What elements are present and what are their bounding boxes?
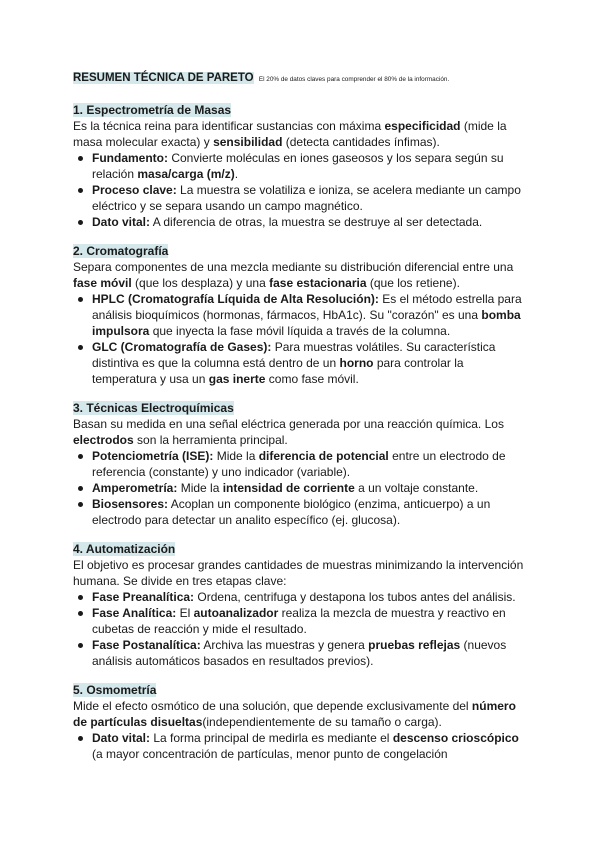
section-heading — [73, 682, 530, 698]
text-run: (mide la masa molecular exacta) y — [73, 119, 507, 149]
text-run: A diferencia de otras, la muestra se destruye al ser detectada. — [150, 215, 483, 229]
title-subtitle: El 20% de datos claves para comprender el 80% de la información. — [258, 76, 450, 83]
text-run: (a mayor concentración de partículas, menor punto de congelación — [92, 747, 448, 761]
section-heading-text: 4. Automatización — [73, 542, 176, 556]
bold-term: número de partículas disueltas — [73, 699, 516, 729]
bold-term: fase estacionaria — [269, 276, 367, 290]
section-heading-text: 3. Técnicas Electroquímicas — [73, 401, 234, 415]
bold-term: Fundamento: — [92, 151, 168, 165]
bold-term: Biosensores: — [92, 497, 169, 511]
text-run: (independientemente de su tamaño o carga). — [202, 715, 442, 729]
bullet-list — [73, 150, 530, 230]
bullet-list — [73, 448, 530, 528]
section-intro — [73, 259, 530, 291]
section-heading-text: 1. Espectrometría de Masas — [73, 103, 232, 117]
section-heading — [73, 541, 530, 557]
bold-term: sensibilidad — [213, 135, 283, 149]
bullet-item — [73, 291, 530, 339]
bold-term: Fase Postanalítica: — [92, 638, 201, 652]
section — [73, 400, 530, 528]
text-run: a un voltaje constante. — [354, 481, 479, 495]
section-heading — [73, 102, 530, 118]
bold-term: bomba impulsora — [92, 308, 521, 338]
text-run: Convierte moléculas en iones gaseosos y los separa según su relación — [92, 151, 504, 181]
text-run: Para muestras volátiles. Su característica distintiva es que la columna está dentro de un — [92, 340, 496, 370]
text-run: realiza la mezcla de muestra y reactivo en cubetas de reacción y mide el resultado. — [92, 606, 506, 636]
document-title — [73, 70, 530, 88]
bullet-list — [73, 730, 530, 762]
bold-term: masa/carga (m/z) — [137, 167, 235, 181]
text-run: La muestra se volatiliza e ioniza, se acelera mediante un campo eléctrico y se separa usando un campo magnético. — [92, 183, 521, 213]
bold-term: intensidad de corriente — [222, 481, 355, 495]
text-run: (que los retiene). — [366, 276, 460, 290]
bold-term: electrodos — [73, 433, 134, 447]
bold-term: Fase Preanalítica: — [92, 590, 195, 604]
section-intro — [73, 416, 530, 448]
section — [73, 682, 530, 762]
sections-container — [73, 102, 530, 762]
bold-term: pruebas reflejas — [368, 638, 461, 652]
text-run: La forma principal de medirla es mediante el — [150, 731, 393, 745]
bullet-item — [73, 637, 530, 669]
bold-term: Dato vital: — [92, 731, 151, 745]
section-intro — [73, 118, 530, 150]
text-run: Mide la — [177, 481, 223, 495]
text-run: . — [234, 167, 239, 181]
text-run: que inyecta la fase móvil líquida a través de la columna. — [149, 324, 451, 338]
section-heading — [73, 400, 530, 416]
text-run: Mide el efecto osmótico de una solución, que depende exclusivamente del — [73, 699, 472, 713]
section-intro — [73, 698, 530, 730]
section — [73, 102, 530, 230]
text-run: Mide la — [213, 449, 259, 463]
bullet-list — [73, 291, 530, 387]
title-main: RESUMEN TÉCNICA DE PARETO — [73, 72, 254, 84]
bold-term: Potenciometría (ISE): — [92, 449, 214, 463]
bullet-item — [73, 730, 530, 762]
text-run: son la herramienta principal. — [133, 433, 288, 447]
section-heading — [73, 243, 530, 259]
section-intro — [73, 557, 530, 589]
bold-term: gas inerte — [208, 372, 266, 386]
section — [73, 541, 530, 669]
bullet-item — [73, 339, 530, 387]
bullet-list — [73, 589, 530, 669]
text-run: (que los desplaza) y una — [131, 276, 270, 290]
text-run: (detecta cantidades ínfimas). — [282, 135, 440, 149]
bold-term: Amperometría: — [92, 481, 178, 495]
text-run: El objetivo es procesar grandes cantidades de muestras minimizando la intervención humana. Se divide en tres etapas clave: — [73, 558, 524, 588]
bold-term: autoanalizador — [193, 606, 279, 620]
bullet-item — [73, 480, 530, 496]
bold-term: especificidad — [384, 119, 461, 133]
text-run: (nuevos análisis automáticos basados en resultados previos). — [92, 638, 507, 668]
bold-term: Fase Analítica: — [92, 606, 177, 620]
text-run: Basan su medida en una señal eléctrica generada por una reacción química. Los — [73, 417, 504, 431]
bullet-item — [73, 496, 530, 528]
bold-term: GLC (Cromatografía de Gases): — [92, 340, 272, 354]
bold-term: descenso crioscópico — [392, 731, 519, 745]
bold-term: Dato vital: — [92, 215, 151, 229]
bold-term: HPLC (Cromatografía Líquida de Alta Resolución): — [92, 292, 379, 306]
bullet-item — [73, 214, 530, 230]
section-heading-text: 5. Osmometría — [73, 683, 157, 697]
bold-term: fase móvil — [73, 276, 132, 290]
bold-term: horno — [339, 356, 374, 370]
text-run: El — [176, 606, 194, 620]
bullet-item — [73, 448, 530, 480]
text-run: Es la técnica reina para identificar sustancias con máxima — [73, 119, 385, 133]
section-heading-text: 2. Cromatografía — [73, 244, 169, 258]
bullet-item — [73, 182, 530, 214]
text-run: entre un electrodo de referencia (constante) y uno indicador (variable). — [92, 449, 506, 479]
bold-term: diferencia de potencial — [258, 449, 389, 463]
text-run: Archiva las muestras y genera — [200, 638, 369, 652]
text-run: Separa componentes de una mezcla mediante su distribución diferencial entre una — [73, 260, 514, 274]
text-run: como fase móvil. — [265, 372, 359, 386]
bold-term: Proceso clave: — [92, 183, 177, 197]
text-run: Ordena, centrifuga y destapona los tubos antes del análisis. — [194, 590, 516, 604]
text-run: Es el método estrella para análisis bioquímicos (hormonas, fármacos, HbA1c). Su "corazón" es una — [92, 292, 522, 322]
bullet-item — [73, 589, 530, 605]
text-run: para controlar la temperatura y usa un — [92, 356, 464, 386]
bullet-item — [73, 605, 530, 637]
bullet-item — [73, 150, 530, 182]
section — [73, 243, 530, 387]
text-run: Acoplan un componente biológico (enzima, anticuerpo) a un electrodo para detectar un analito específico (ej. glucosa). — [92, 497, 491, 527]
